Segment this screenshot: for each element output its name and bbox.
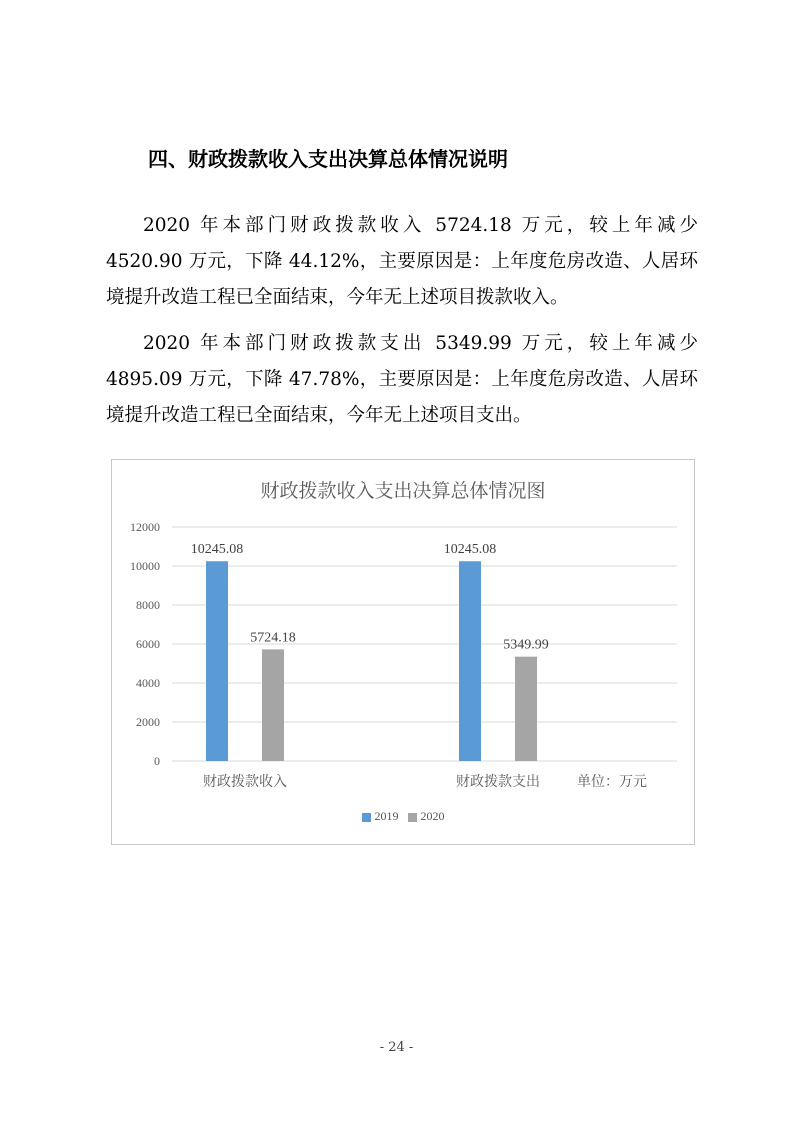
category-label: 财政拨款支出 [456, 774, 540, 790]
legend-swatch-2020 [408, 813, 417, 822]
bar-2020-1 [515, 657, 537, 761]
y-tick-label: 6000 [136, 637, 160, 651]
chart-title: 财政拨款收入支出决算总体情况图 [260, 480, 546, 502]
data-label: 5724.18 [250, 630, 296, 646]
page-number: - 24 - [379, 1040, 414, 1055]
legend-label-2020: 2020 [420, 809, 445, 823]
y-tick-label: 10000 [130, 559, 160, 573]
legend-swatch-2019 [362, 813, 371, 822]
chart-legend [112, 809, 694, 824]
category-label: 财政拨款收入 [203, 774, 287, 790]
section-heading: 四、财政拨款收入支出决算总体情况说明 [148, 147, 508, 171]
paragraph-income [106, 208, 698, 316]
bar-2019-0 [206, 561, 228, 761]
y-tick-label: 4000 [136, 676, 160, 690]
unit-note: 单位：万元 [577, 774, 647, 790]
data-label: 10245.08 [443, 542, 497, 558]
bar-2020-0 [262, 649, 284, 761]
legend-item-2020 [408, 809, 445, 824]
paragraph-expenditure-text: 2020 年本部门财政拨款支出 5349.99 万元，较上年减少 4895.09 万元，下降 47.78%，主要原因是：上年度危房改造、人居环境提升改造工程已全面结束，今年无上述项目支出。 [106, 333, 698, 426]
legend-item-2019 [362, 809, 399, 824]
data-label: 5349.99 [503, 637, 549, 653]
chart-container [111, 459, 695, 845]
bar-2019-1 [459, 561, 481, 761]
data-label: 10245.08 [190, 542, 244, 558]
y-tick-label: 12000 [130, 520, 160, 534]
legend-label-2019: 2019 [374, 809, 399, 823]
paragraph-income-text: 2020 年本部门财政拨款收入 5724.18 万元，较上年减少 4520.90 万元，下降 44.12%，主要原因是：上年度危房改造、人居环境提升改造工程已全面结束，今年无上述项目拨款收入。 [106, 215, 698, 308]
paragraph-expenditure [106, 326, 698, 434]
y-tick-label: 0 [154, 754, 160, 768]
y-tick-label: 8000 [136, 598, 160, 612]
y-tick-label: 2000 [136, 715, 160, 729]
